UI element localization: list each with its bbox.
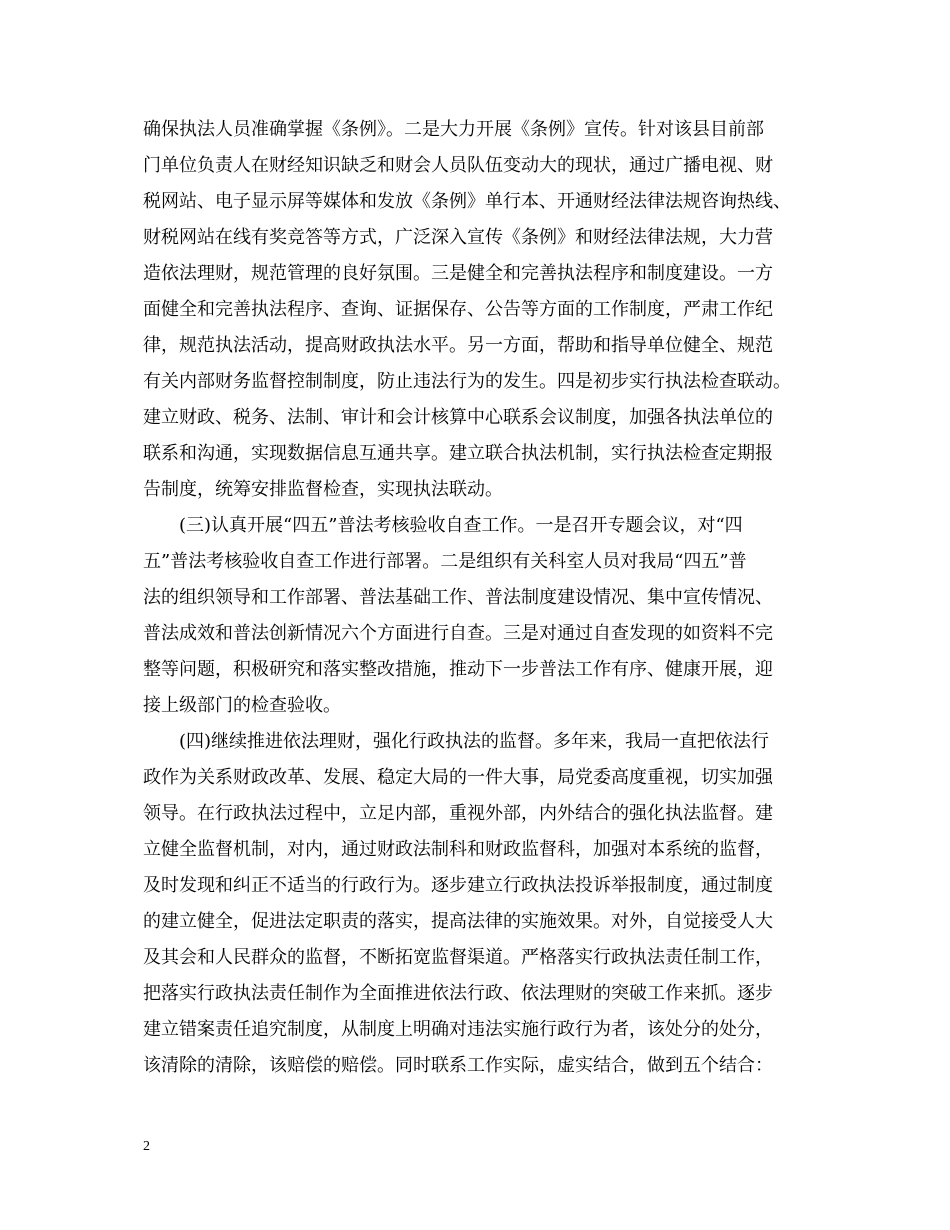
text-line: 面健全和完善执法程序、查询、证据保存、公告等方面的工作制度，严肃工作纪 [143, 299, 773, 320]
text-line: 及其会和人民群众的监督，不断拓宽监督渠道。严格落实行政执法责任制工作， [143, 947, 773, 968]
text-line: 领导。在行政执法过程中，立足内部，重视外部，内外结合的强化执法监督。建 [143, 803, 773, 824]
text-line: 财税网站在线有奖竞答等方式，广泛深入宣传《条例》和财经法律法规，大力营 [143, 227, 773, 248]
text-line: 建立财政、税务、法制、审计和会计核算中心联系会议制度，加强各执法单位的 [143, 407, 773, 428]
paragraph-heading-4: (四)继续推进依法理财，强化行政执法的监督。多年来，我局一直把依法行 [179, 731, 770, 752]
text-line: 立健全监督机制，对内，通过财政法制科和财政监督科，加强对本系统的监督， [143, 839, 773, 860]
text-line: 接上级部门的检查验收。 [143, 695, 341, 716]
page-number: 2 [143, 1139, 150, 1154]
text-line: 有关内部财务监督控制制度，防止违法行为的发生。四是初步实行执法检查联动。 [143, 371, 791, 392]
text-line: 造依法理财，规范管理的良好氛围。三是健全和完善执法程序和制度建设。一方 [143, 263, 773, 284]
text-line: 建立错案责任追究制度，从制度上明确对违法实施行政行为者，该处分的处分， [143, 1019, 773, 1040]
text-line: 确保执法人员准确掌握《条例》。二是大力开展《条例》宣传。针对该县目前部 [143, 119, 764, 140]
text-line: 普法成效和普法创新情况六个方面进行自查。三是对通过自查发现的如资料不完 [143, 623, 773, 644]
text-line: 及时发现和纠正不适当的行政行为。逐步建立行政执法投诉举报制度，通过制度 [143, 875, 773, 896]
text-line: 五”普法考核验收自查工作进行部署。二是组织有关科室人员对我局“四五”普 [143, 551, 747, 572]
text-line: 把落实行政执法责任制作为全面推进依法行政、依法理财的突破工作来抓。逐步 [143, 983, 773, 1004]
text-line: 税网站、电子显示屏等媒体和发放《条例》单行本、开通财经法律法规咨询热线、 [143, 191, 791, 212]
text-line: 联系和沟通，实现数据信息互通共享。建立联合执法机制，实行执法检查定期报 [143, 443, 773, 464]
text-line: 政作为关系财政改革、发展、稳定大局的一件大事，局党委高度重视，切实加强 [143, 767, 773, 788]
text-line: 法的组织领导和工作部署、普法基础工作、普法制度建设情况、集中宣传情况、 [143, 587, 773, 608]
paragraph-heading-3: (三)认真开展“四五”普法考核验收自查工作。一是召开专题会议，对“四 [179, 515, 743, 536]
text-line: 该清除的清除，该赔偿的赔偿。同时联系工作实际，虚实结合，做到五个结合： [143, 1055, 773, 1076]
text-line: 的建立健全，促进法定职责的落实，提高法律的实施效果。对外，自觉接受人大 [143, 911, 773, 932]
text-line: 律，规范执法活动，提高财政执法水平。另一方面，帮助和指导单位健全、规范 [143, 335, 773, 356]
text-line: 告制度，统筹安排监督检查，实现执法联动。 [143, 479, 503, 500]
text-line: 门单位负责人在财经知识缺乏和财会人员队伍变动大的现状，通过广播电视、财 [143, 155, 773, 176]
text-line: 整等问题，积极研究和落实整改措施，推动下一步普法工作有序、健康开展，迎 [143, 659, 773, 680]
